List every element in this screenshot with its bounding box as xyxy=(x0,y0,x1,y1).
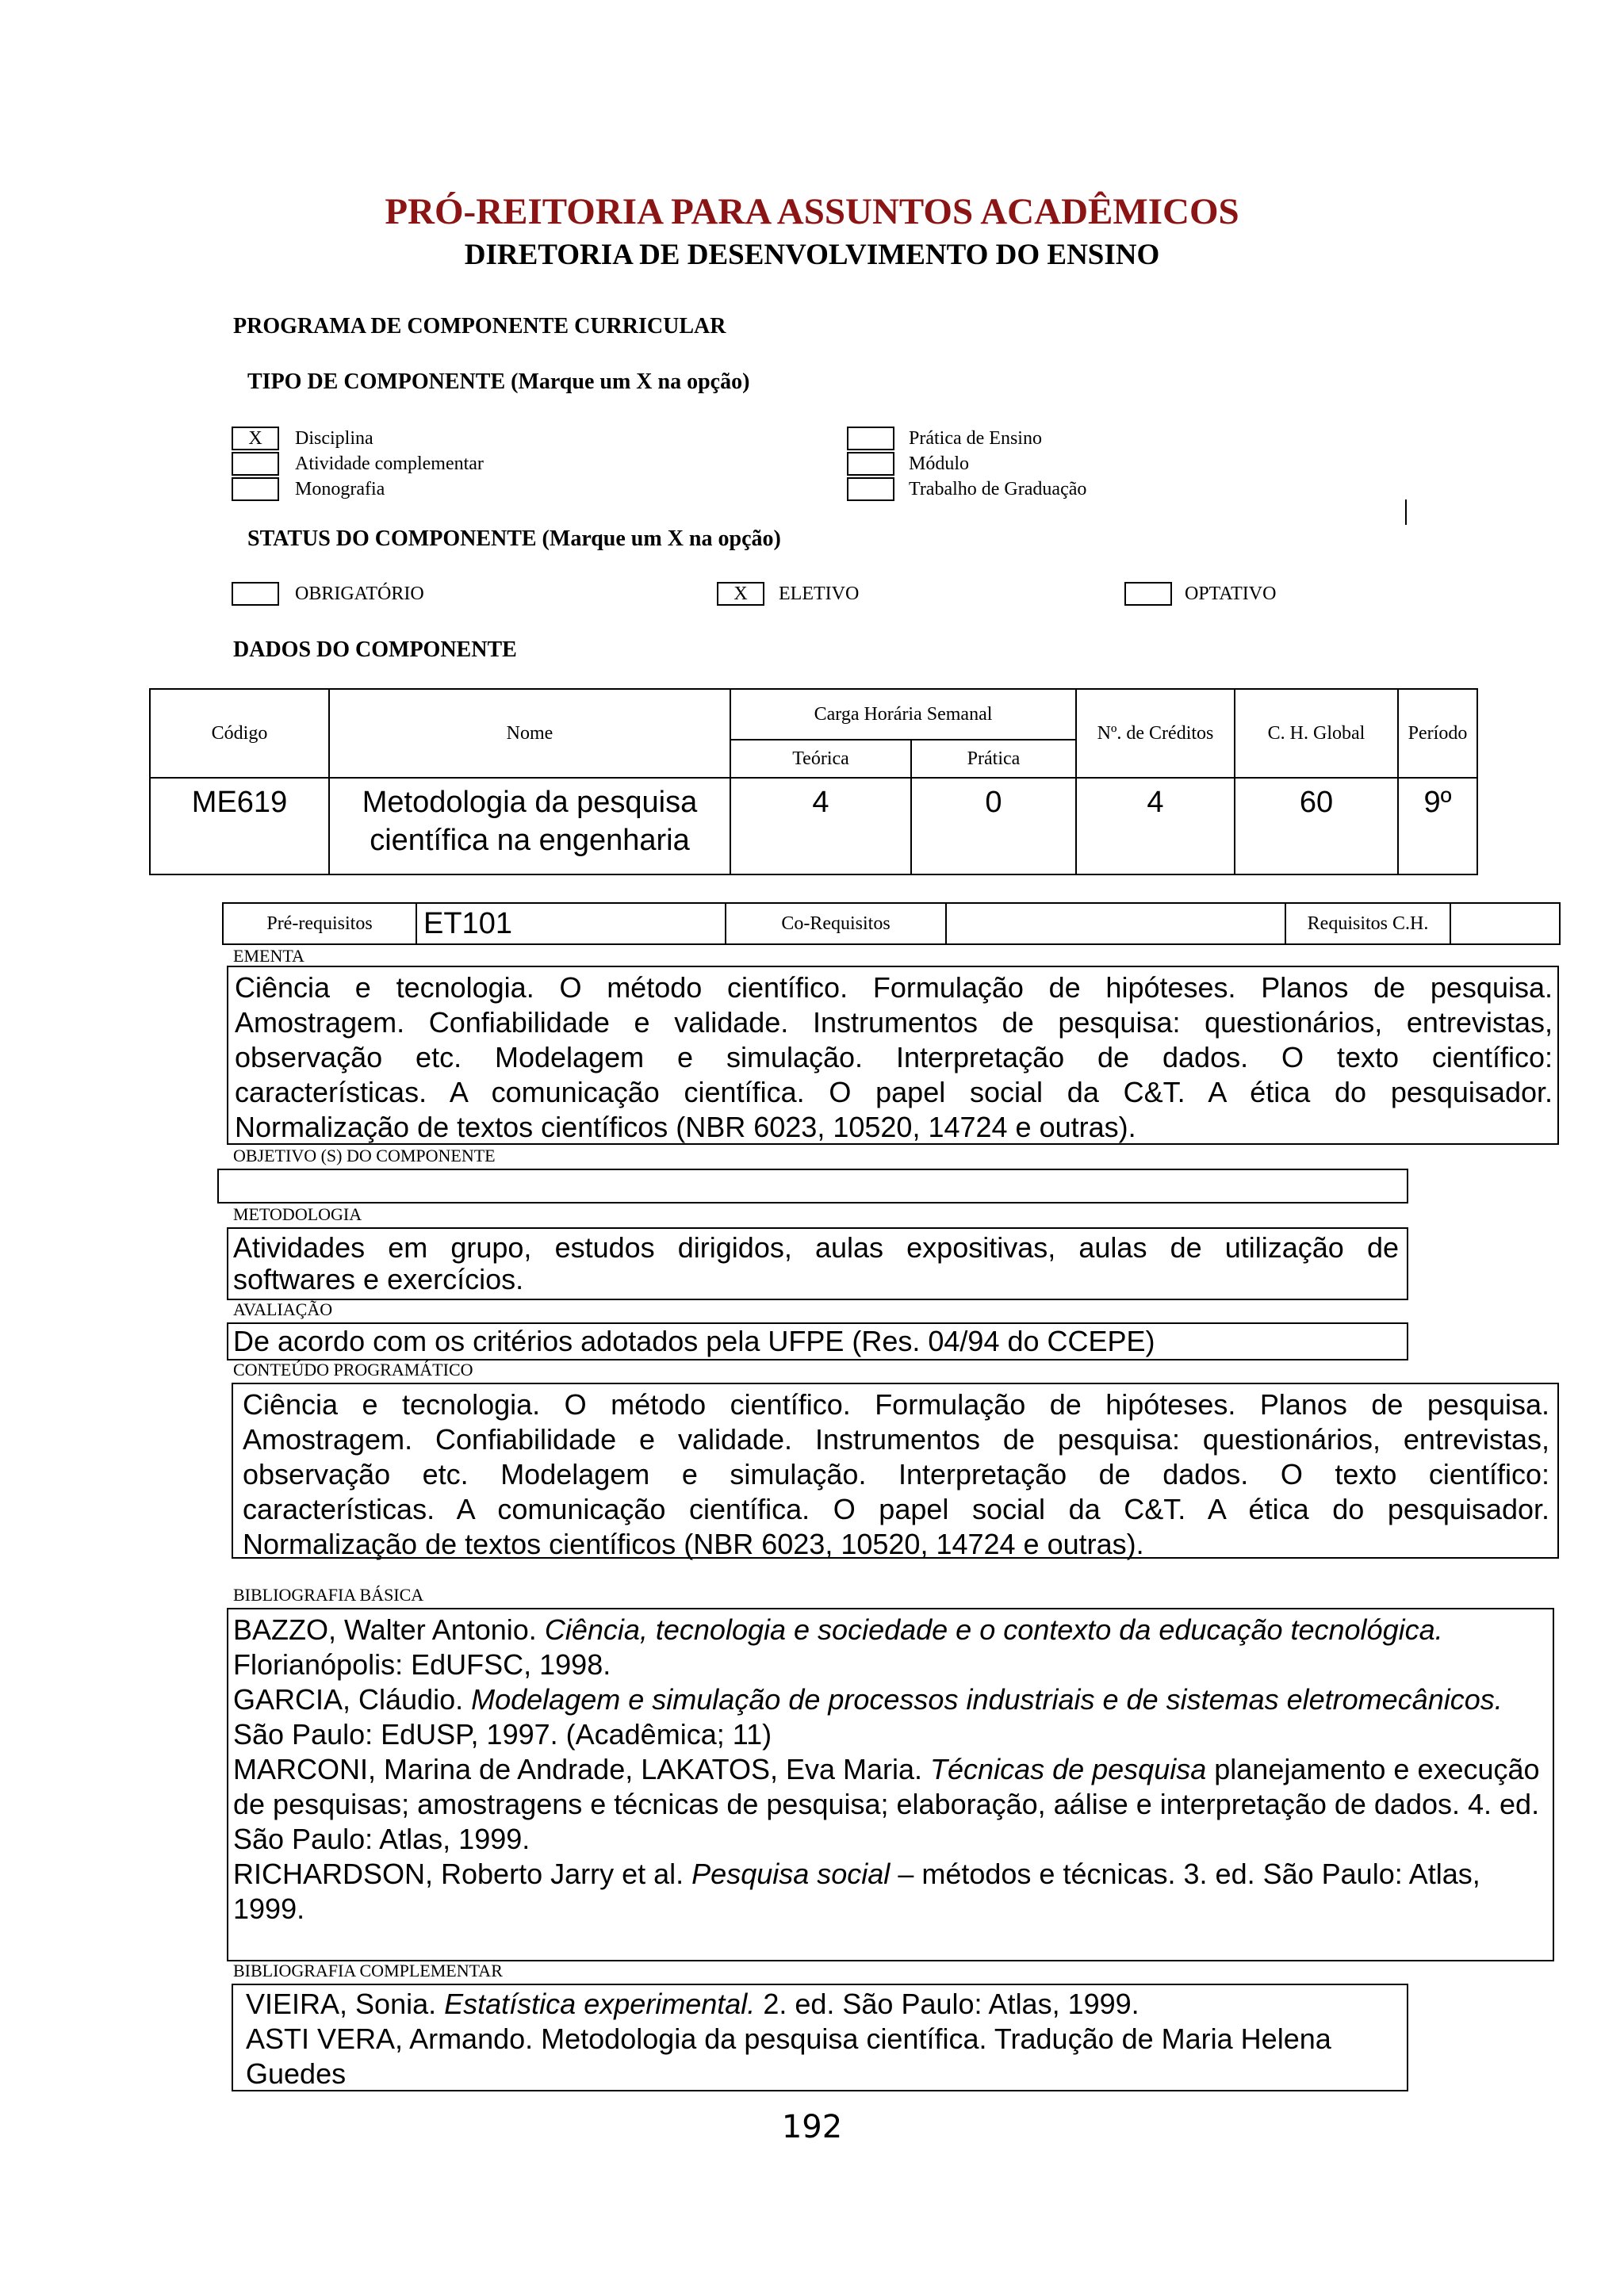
tipo-checkbox[interactable] xyxy=(232,477,279,501)
bibliografia-basica-label: BIBLIOGRAFIA BÁSICA xyxy=(233,1585,424,1605)
conteudo-line: observação etc. Modelagem e simulação. Interpretação de dados. O texto científico: xyxy=(243,1458,1549,1490)
conteudo-line: Ciência e tecnologia. O método científico. Formulação de hipóteses. Planos de pesquisa. xyxy=(243,1388,1549,1421)
bib-rest: 2. ed. São Paulo: Atlas, 1999. xyxy=(763,1988,1139,2020)
value-creditos: 4 xyxy=(1076,778,1235,874)
bib-ref xyxy=(233,1613,1546,1682)
pre-requisitos-label: Pré-requisitos xyxy=(223,903,416,944)
tipo-checkbox[interactable] xyxy=(847,477,894,501)
value-codigo: ME619 xyxy=(150,778,329,874)
bib-author: MARCONI, Marina de Andrade, LAKATOS, Eva Maria. xyxy=(233,1753,923,1785)
objetivo-box xyxy=(217,1169,1408,1203)
header-periodo: Período xyxy=(1398,689,1477,778)
ementa-line: Normalização de textos científicos (NBR 6023, 10520, 14724 e outras). xyxy=(235,1111,1136,1143)
tipo-option-label: Disciplina xyxy=(295,428,373,449)
status-checkbox[interactable] xyxy=(1124,582,1172,606)
bib-author: ASTI VERA, Armando. Metodologia da pesquisa científica. Tradução de Maria Helena Guedes xyxy=(246,2022,1331,2090)
ementa-label: EMENTA xyxy=(233,946,304,966)
bib-title: Ciência, tecnologia e sociedade e o contexto da educação tecnológica. xyxy=(544,1613,1443,1646)
bib-ref xyxy=(233,1857,1546,1927)
header-carga-horaria: Carga Horária Semanal xyxy=(730,689,1076,740)
status-heading: STATUS DO COMPONENTE (Marque um X na opção) xyxy=(247,526,781,551)
bib-ref xyxy=(246,1987,1400,2022)
bibliografia-basica-box xyxy=(227,1608,1554,1961)
header-codigo: Código xyxy=(150,689,329,778)
requisitos-ch-value xyxy=(1450,903,1560,944)
metodologia-line: Atividades em grupo, estudos dirigidos, aulas expositivas, aulas de utilização de xyxy=(233,1231,1399,1264)
value-ch-global: 60 xyxy=(1235,778,1398,874)
component-data-table xyxy=(149,688,1478,875)
status-checkbox[interactable] xyxy=(232,582,279,606)
bib-ref xyxy=(233,1682,1546,1752)
value-pratica: 0 xyxy=(911,778,1076,874)
header-ch-global: C. H. Global xyxy=(1235,689,1398,778)
bibliografia-complementar-box xyxy=(232,1984,1408,2091)
tipo-option-label: Prática de Ensino xyxy=(909,428,1042,449)
avaliacao-label: AVALIAÇÃO xyxy=(233,1299,333,1319)
tipo-checkbox[interactable] xyxy=(847,452,894,476)
status-option-label: OPTATIVO xyxy=(1185,584,1277,604)
status-checkbox[interactable]: X xyxy=(717,582,764,606)
ementa-line: Amostragem. Confiabilidade e validade. Instrumentos de pesquisa: questionários, entrevistas, xyxy=(235,1006,1553,1039)
pre-requisitos-value: ET101 xyxy=(416,903,726,944)
header-pratica: Prática xyxy=(911,740,1076,778)
co-requisitos-value xyxy=(946,903,1285,944)
tipo-option-label: Monografia xyxy=(295,479,385,499)
tipo-option-label: Trabalho de Graduação xyxy=(909,479,1087,499)
requirements-table xyxy=(222,902,1561,945)
conteudo-box xyxy=(232,1383,1559,1559)
tipo-checkbox[interactable]: X xyxy=(232,427,279,450)
bib-rest: – métodos e técnicas. 3. ed. São Paulo: Atlas, 1999. xyxy=(233,1858,1480,1925)
header-nome: Nome xyxy=(329,689,730,778)
avaliacao-box xyxy=(227,1322,1408,1360)
bib-rest: São Paulo: EdUSP, 1997. (Acadêmica; 11) xyxy=(233,1718,772,1751)
bib-title: Técnicas de pesquisa xyxy=(930,1753,1207,1785)
tipo-option-label: Módulo xyxy=(909,453,970,474)
bib-ref xyxy=(246,2022,1400,2091)
avaliacao-text: De acordo com os critérios adotados pela UFPE (Res. 04/94 do CCEPE) xyxy=(233,1325,1155,1357)
metodologia-box xyxy=(227,1227,1408,1300)
tipo-checkbox[interactable] xyxy=(232,452,279,476)
institution-title: PRÓ-REITORIA PARA ASSUNTOS ACADÊMICOS xyxy=(385,191,1239,232)
directorate-subtitle: DIRETORIA DE DESENVOLVIMENTO DO ENSINO xyxy=(464,239,1160,271)
conteudo-line: características. A comunicação científica. O papel social da C&T. A ética do pesquisador. xyxy=(243,1493,1549,1525)
bib-author: VIEIRA, Sonia. xyxy=(246,1988,437,2020)
bib-ref xyxy=(233,1752,1546,1857)
ementa-box xyxy=(227,966,1559,1145)
tipo-checkbox[interactable] xyxy=(847,427,894,450)
tipo-heading: TIPO DE COMPONENTE (Marque um X na opção) xyxy=(247,369,750,394)
value-nome: Metodologia da pesquisa científica na engenharia xyxy=(329,778,730,874)
status-option-label: OBRIGATÓRIO xyxy=(295,584,424,604)
program-title: PROGRAMA DE COMPONENTE CURRICULAR xyxy=(233,314,726,339)
bibliografia-complementar-label: BIBLIOGRAFIA COMPLEMENTAR xyxy=(233,1961,503,1980)
bib-author: BAZZO, Walter Antonio. xyxy=(233,1613,537,1646)
conteudo-line: Amostragem. Confiabilidade e validade. Instrumentos de pesquisa: questionários, entrevistas, xyxy=(243,1423,1549,1456)
ementa-line: características. A comunicação científica. O papel social da C&T. A ética do pesquisador. xyxy=(235,1076,1553,1108)
bib-author: GARCIA, Cláudio. xyxy=(233,1683,464,1716)
bib-title: Pesquisa social xyxy=(691,1858,891,1890)
value-periodo: 9º xyxy=(1398,778,1477,874)
value-teorica: 4 xyxy=(730,778,911,874)
header-teorica: Teórica xyxy=(730,740,911,778)
bib-rest: planejamento e execução de pesquisas; amostragens e técnicas de pesquisa; elaboração, aálise e interpretação de dados. 4. ed. São Paulo: Atlas, 1999. xyxy=(233,1753,1540,1855)
header-creditos: Nº. de Créditos xyxy=(1076,689,1235,778)
ementa-line: observação etc. Modelagem e simulação. Interpretação de dados. O texto científico: xyxy=(235,1041,1553,1073)
requisitos-ch-label: Requisitos C.H. xyxy=(1285,903,1450,944)
dados-heading: DADOS DO COMPONENTE xyxy=(233,637,517,662)
stray-mark xyxy=(1405,499,1407,525)
metodologia-label: METODOLOGIA xyxy=(233,1204,362,1224)
bib-rest: Florianópolis: EdUFSC, 1998. xyxy=(233,1648,611,1681)
tipo-option-label: Atividade complementar xyxy=(295,453,484,474)
co-requisitos-label: Co-Requisitos xyxy=(726,903,946,944)
conteudo-line: Normalização de textos científicos (NBR 6023, 10520, 14724 e outras). xyxy=(243,1528,1144,1560)
bib-title: Estatística experimental. xyxy=(444,1988,756,2020)
bib-author: RICHARDSON, Roberto Jarry et al. xyxy=(233,1858,684,1890)
metodologia-line: softwares e exercícios. xyxy=(233,1263,524,1295)
ementa-line: Ciência e tecnologia. O método científico. Formulação de hipóteses. Planos de pesquisa. xyxy=(235,971,1553,1004)
conteudo-label: CONTEÚDO PROGRAMÁTICO xyxy=(233,1360,473,1380)
objetivo-label: OBJETIVO (S) DO COMPONENTE xyxy=(233,1146,496,1165)
status-option-label: ELETIVO xyxy=(779,584,860,604)
page-number: 192 xyxy=(781,2109,843,2145)
bib-title: Modelagem e simulação de processos industriais e de sistemas eletromecânicos. xyxy=(471,1683,1503,1716)
